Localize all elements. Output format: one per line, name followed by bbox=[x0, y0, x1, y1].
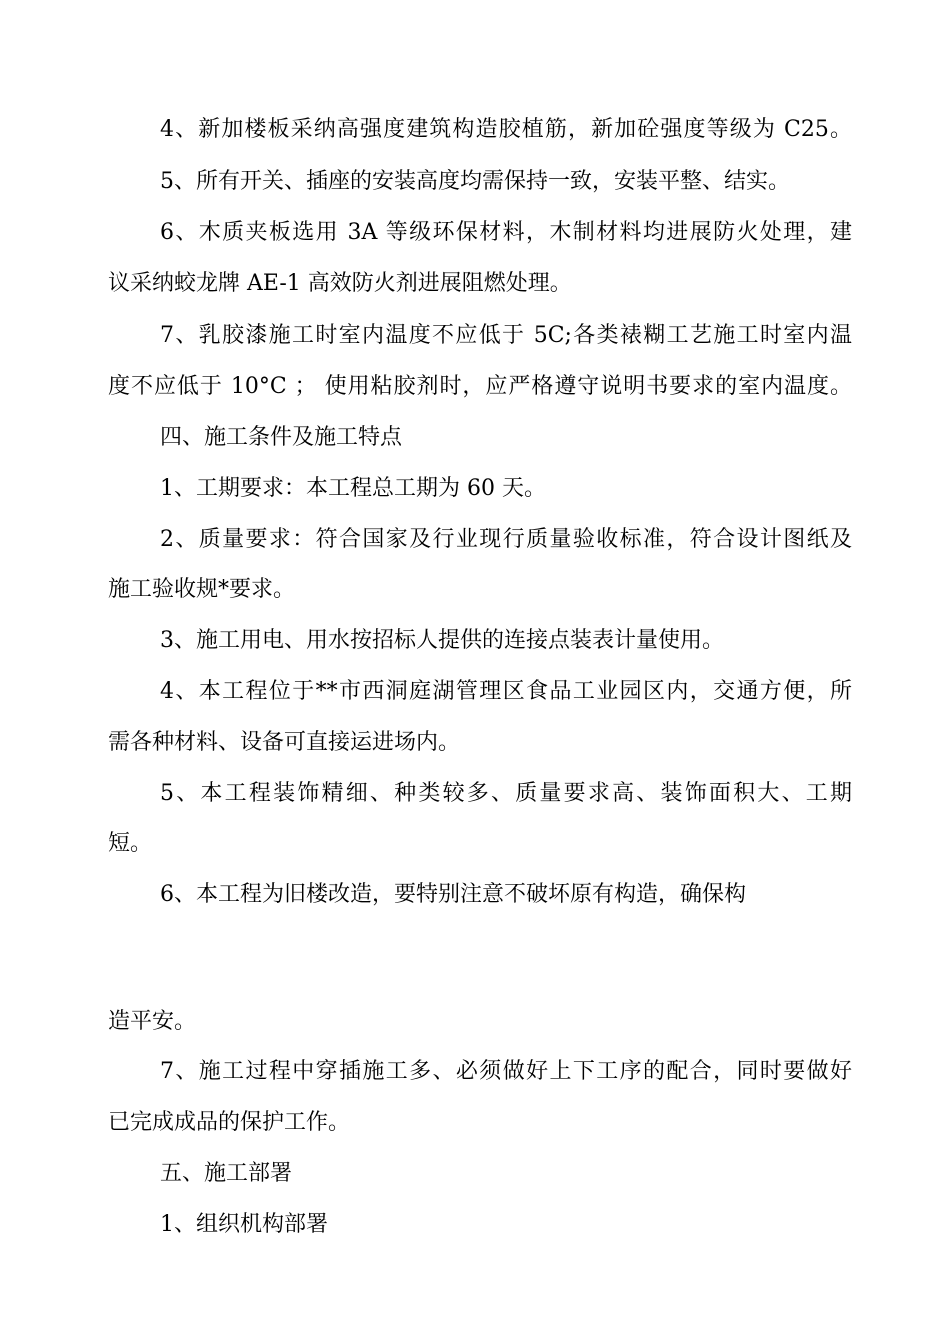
text-line: 议采纳蛟龙牌 AE-1 高效防火剂进展阻燃处理。 bbox=[108, 271, 572, 296]
text-line: 4、本工程位于**市西洞庭湖管理区食品工业园区内，交通方便，所 bbox=[160, 679, 852, 704]
section-heading: 四、施工条件及施工特点 bbox=[160, 425, 403, 450]
text-line: 7、乳胶漆施工时室内温度不应低于 5C;各类裱糊工艺施工时室内温 bbox=[160, 323, 852, 348]
text-line: 4、新加楼板采纳高强度建筑构造胶植筋，新加砼强度等级为 C25。 bbox=[160, 117, 852, 142]
text-line: 度不应低于 10°C ； 使用粘胶剂时，应严格遵守说明书要求的室内温度。 bbox=[108, 374, 852, 399]
text-line: 5、本工程装饰精细、种类较多、质量要求高、装饰面积大、工期 bbox=[160, 781, 852, 806]
text-line: 造平安。 bbox=[108, 1009, 197, 1034]
text-line: 6、木质夹板选用 3A 等级环保材料，木制材料均进展防火处理，建 bbox=[160, 220, 852, 245]
text-line: 需各种材料、设备可直接运进场内。 bbox=[108, 730, 461, 755]
text-line: 已完成成品的保护工作。 bbox=[108, 1110, 351, 1135]
text-line: 7、施工过程中穿插施工多、必须做好上下工序的配合，同时要做好 bbox=[160, 1059, 852, 1084]
text-line: 5、所有开关、插座的安装高度均需保持一致，安装平整、结实。 bbox=[160, 169, 790, 194]
text-line: 短。 bbox=[108, 831, 153, 856]
section-heading: 五、施工部署 bbox=[160, 1161, 293, 1186]
text-line: 1、工期要求：本工程总工期为 60 天。 bbox=[160, 476, 546, 501]
text-line: 3、施工用电、用水按招标人提供的连接点装表计量使用。 bbox=[160, 628, 724, 653]
text-line: 6、本工程为旧楼改造，要特别注意不破坏原有构造，确保构 bbox=[160, 882, 746, 907]
subsection-heading: 1、组织机构部署 bbox=[160, 1212, 328, 1237]
text-line: 施工验收规*要求。 bbox=[108, 577, 296, 602]
text-line: 2、质量要求：符合国家及行业现行质量验收标准，符合设计图纸及 bbox=[160, 527, 852, 552]
